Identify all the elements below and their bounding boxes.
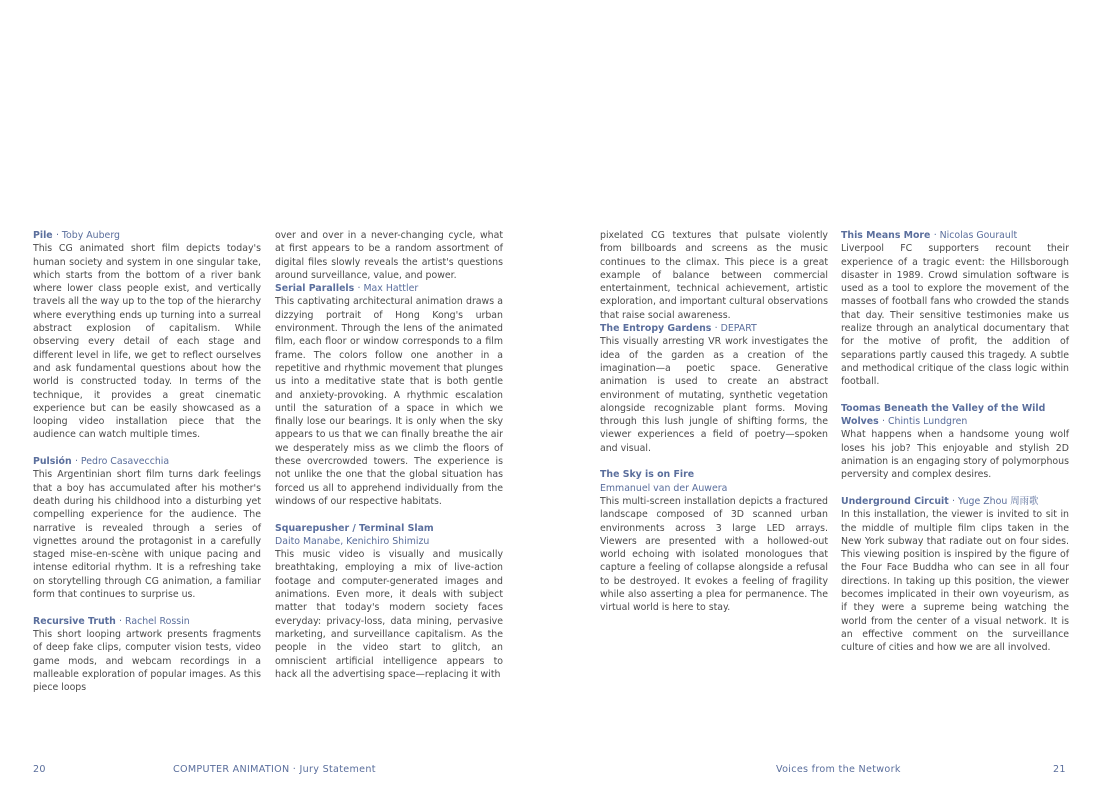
entry-serial-parallels [275, 282, 503, 508]
entry-title: The Entropy Gardens [600, 323, 712, 335]
separator-dot: · [714, 323, 721, 335]
entry-author: Yuge Zhou 周雨歌 [957, 495, 1039, 507]
entry-heading [600, 468, 828, 495]
separator-dot: · [119, 615, 126, 627]
entry-heading [275, 282, 503, 295]
entry-title: Pile [33, 230, 53, 241]
entry-author: Pedro Casavecchia [80, 456, 170, 468]
entry-pulsion [33, 455, 261, 601]
entry-title: Serial Parallels [275, 283, 355, 295]
left-page-number: 20 [33, 764, 46, 775]
entry-entropy-gardens [600, 322, 828, 455]
entry-heading [841, 402, 1069, 429]
entry-sky-on-fire [600, 468, 828, 614]
entry-title: Squarepusher / Terminal Slam [275, 522, 434, 534]
entry-title: Underground Circuit [841, 495, 949, 507]
entry-author: Max Hattler [363, 283, 419, 295]
entry-description: Liverpool FC supporters recount their experience of a tragic event: the Hillsborough disaster in 1989. Crowd simulation software is used as a tool to explore the movement of the masses of football fans who crowded the stands that day. Their sensitive testimonies make us realize through an analytical documentary that for the motive of profit, the addition of separations partly caused this tragedy. A subtle and methodical critique of the class logic within football. [841, 243, 1069, 388]
entry-this-means-more [841, 229, 1069, 389]
entry-heading [33, 615, 261, 628]
continued-text: pixelated CG textures that pulsate violently from billboards and screens as the music continues to the climax. This piece is a great example of balance between commercial entertainment, technical achievement, artistic exploration, and important cultural observations that raise social awareness. [600, 230, 828, 321]
entry-squarepusher [275, 522, 503, 682]
entry-title: Pulsión [33, 456, 72, 468]
entry-description: This multi-screen installation depicts a fractured landscape composed of 3D scanned urban environments across 3 large LED arrays. Viewers are presented with a hollowed-out world echoing with isolated monologues that capture a feeling of collapse alongside a refusal to be destroyed. It evokes a feeling of fragility while also asserting a plea for permanence. The virtual world is here to stay. [600, 495, 828, 614]
entry-heading [841, 495, 1069, 508]
entry-author: Daito Manabe, Kenichiro Shimizu [275, 535, 430, 547]
entry-description: In this installation, the viewer is invited to sit in the middle of multiple film clips taken in the New York subway that radiate out on four sides. This viewing position is inspired by the figure of the Four Face Buddha who can see in all four directions. In taking up this position, the viewer becomes implicated in their own voyeurism, as if they were a supreme being watching the world from the center of a visual network. It is an effective comment on the surveillance culture of cities and how we are all involved. [841, 509, 1069, 654]
entry-description: This visually arresting VR work investigates the idea of the garden as a creation of the imagination—a poetic space. Generative animation is used to create an abstract environment of mutating, synthetic vegetation alongside recognizable plant forms. Moving through this lush jungle of shifting forms, the viewer experiences a field of poetry—spoken and visual. [600, 336, 828, 454]
entry-toomas [841, 402, 1069, 482]
separator-dot: · [357, 283, 364, 295]
entry-description: This short looping artwork presents fragments of deep fake clips, computer vision tests, video game mods, and webcam recordings in a malleable exploration of popular images. As this piece loops [33, 628, 261, 694]
entry-title: This Means More [841, 230, 931, 241]
entry-author: Rachel Rossin [125, 615, 190, 627]
entry-description: This CG animated short film depicts today's human society and system in one singular take, which starts from the bottom of a river bank where lower class people exist, and vertically travels all the way up to the top of the hierarchy where everything ends up turning into a surreal abstract explosion of capitalism. While observing every detail of each stage and different level in life, we get to reflect ourselves and ask fundamental questions about how the world is constructed today. In terms of the technique, it provides a great cinematic experience but can be easily showcased as a looping video installation piece that the audience can watch multiple times. [33, 243, 261, 441]
right-running-footer: Voices from the Network [776, 764, 901, 775]
separator-dot: · [933, 230, 940, 241]
entry-author: Emmanuel van der Auwera [600, 482, 728, 494]
right-column-1 [600, 229, 828, 628]
entry-author: DEPART [720, 323, 757, 335]
entry-heading [841, 229, 1069, 242]
entry-description: What happens when a handsome young wolf loses his job? This enjoyable and stylish 2D animation is an engaging story of polymorphous perversity and complex desires. [841, 429, 1069, 481]
entry-description: This Argentinian short film turns dark feelings that a boy has accumulated after his mother's death during his childhood into a disturbing yet compelling experience for the audience. The narrative is revealed through a series of vignettes around the protagonist in a carefully staged mise-en-scène with unique pacing and intense editorial rhythm. It is a refreshing take on storytelling through CG animation, a familiar form that continues to surprise us. [33, 469, 261, 601]
right-page-number: 21 [1053, 764, 1066, 775]
entry-underground-circuit [841, 495, 1069, 655]
entry-heading [33, 229, 261, 242]
entry-title: Recursive Truth [33, 615, 116, 627]
entry-description: This music video is visually and musically breathtaking, employing a mix of live-action footage and computer-generated images and animations. Even more, it deals with subject matter that today's modern society faces everyday: privacy-loss, data mining, pervasive marketing, and surveillance capitalism. As the people in the video start to glitch, an omniscient artificial intelligence appears to hack all the advertising space—replacing it with [275, 549, 503, 680]
left-running-footer: COMPUTER ANIMATION · Jury Statement [173, 764, 376, 775]
separator-dot: · [881, 416, 888, 428]
left-column-2 [275, 229, 503, 694]
entry-heading [600, 322, 828, 335]
entry-title: Toomas Beneath the Valley of the Wild Wolves [841, 402, 1046, 428]
separator-dot: · [74, 456, 81, 468]
separator-dot: · [952, 495, 958, 507]
right-column-2 [841, 229, 1069, 668]
entry-title: The Sky is on Fire [600, 469, 695, 481]
entry-heading [275, 522, 503, 549]
separator-dot: · [55, 230, 62, 241]
continued-text: over and over in a never-changing cycle, what at first appears to be a random assortment of digital files slowly reveals the artist's questions around surveillance, value, and power. [275, 230, 503, 281]
entry-pile [33, 229, 261, 442]
entry-author: Nicolas Gourault [939, 230, 1018, 241]
entry-description: This captivating architectural animation draws a dizzying portrait of Hong Kong's urban environment. Through the lens of the animated film, each floor or window corresponds to a film frame. The colors follow one another in a repetitive and rhythmic movement that plunges us into a meditative state that is both gentle and anxiety-provoking. A rhythmic escalation until the saturation of a space in which we finally lose our bearings. It is only when the sky appears to us that we can finally breathe the air we desperately miss as we climb the floors of these overcrowded towers. The experience is not unlike the one that the global situation has forced us all to apprehend individually from the windows of our respective habitats. [275, 296, 503, 507]
left-column-1 [33, 229, 261, 708]
entry-author: Toby Auberg [61, 230, 120, 241]
entry-recursive-truth [33, 615, 261, 695]
entry-heading [33, 455, 261, 468]
entry-author: Chintis Lundgren [887, 416, 968, 428]
